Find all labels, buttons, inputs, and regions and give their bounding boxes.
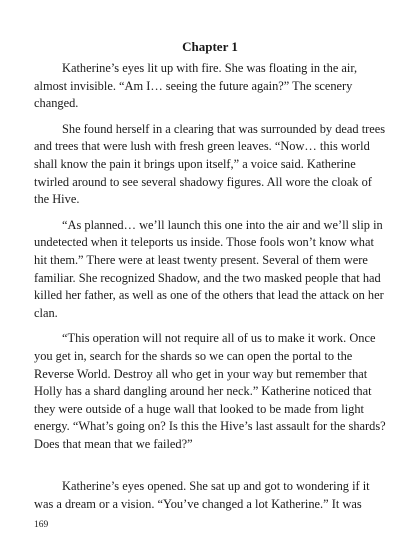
paragraph-5: Katherine’s eyes opened. She sat up and got to wondering if it was a dream or a vision. “You’ve changed a lot Katherine.” It was [34, 479, 370, 512]
chapter-title: Chapter 1 [182, 39, 238, 54]
page-content [34, 38, 386, 522]
section-break [34, 461, 386, 478]
paragraph-2: She found herself in a clearing that was surrounded by dead trees and trees that were lush with fresh green leaves. “Now… this world shall know the pain it brings upon itself,” a voice said. Katherine twirled around to see several shadowy figures. All wore the cloak of the Hive. [34, 121, 386, 207]
paragraph-4: “This operation will not require all of us to make it work. Once you get in, search for the shards so we can open the portal to the Reverse World. Destroy all who get in your way but remember that Holly has a shard dangling around her neck.” Katherine noticed that they were outside of a huge wall that looked to be made from light energy. “What’s going on? Is this the Hive’s last assault for the shards? Does that mean that we failed?” [34, 331, 386, 451]
paragraph-1: Katherine’s eyes lit up with fire. She was floating in the air, almost invisible. “Am I… seeing the future again?” The scenery changed. [34, 61, 358, 111]
page-number: 169 [34, 520, 49, 530]
paragraph-3: “As planned… we’ll launch this one into the air and we’ll slip in undetected when it teleports us inside. Those fools won’t know what hit them.” There were at least twenty present. Several of them were familiar. She recognized Shadow, and the two masked people that had killed her father, as well as one of the others that lead the attack on her clan. [34, 217, 384, 320]
